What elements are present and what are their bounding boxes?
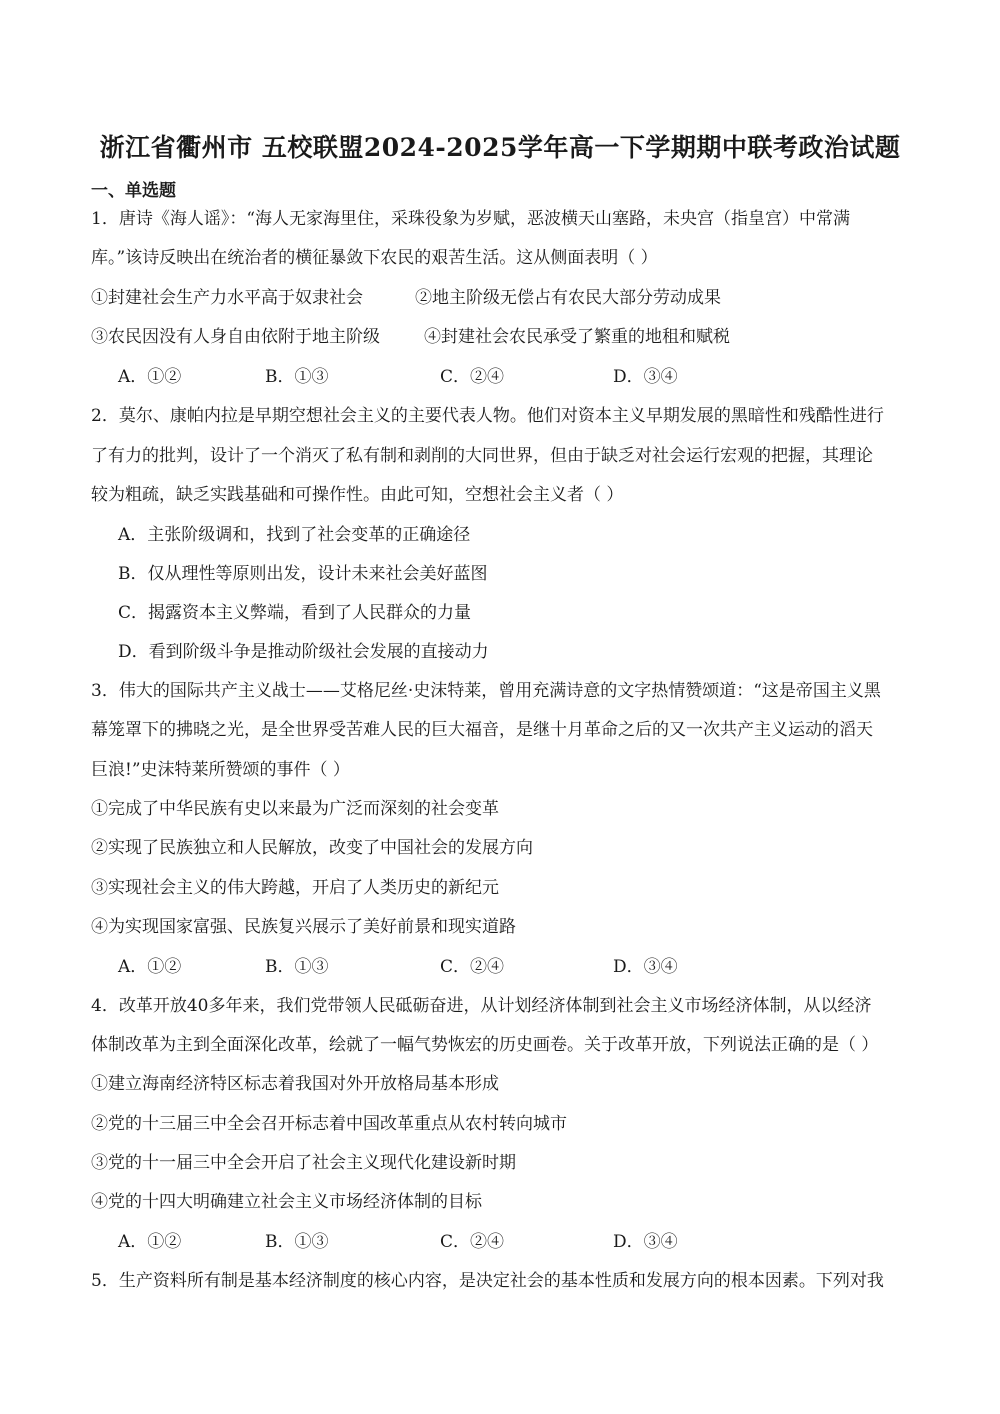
q4-option-b[interactable]: B．①③ — [265, 1232, 329, 1252]
q1-statement-3: ③农民因没有人身自由依附于地主阶级 — [91, 327, 380, 347]
q3-statement-3: ③实现社会主义的伟大跨越，开启了人类历史的新纪元 — [91, 878, 499, 898]
q4-option-c[interactable]: C．②④ — [440, 1232, 505, 1252]
q3-line-2: 幕笼罩下的拂晓之光，是全世界受苦难人民的巨大福音，是继十月革命之后的又一次共产主义运动的滔天 — [91, 720, 873, 740]
q1-option-b[interactable]: B．①③ — [265, 367, 329, 387]
q2-option-a[interactable]: A．主张阶级调和，找到了社会变革的正确途径 — [118, 525, 471, 545]
q4-line-1: 4．改革开放40多年来，我们党带领人民砥砺奋进，从计划经济体制到社会主义市场经济体制，从以经济 — [91, 996, 872, 1016]
q5-line-1: 5．生产资料所有制是基本经济制度的核心内容，是决定社会的基本性质和发展方向的根本因素。下列对我 — [91, 1271, 884, 1291]
exam-title: 浙江省衢州市 五校联盟2024-2025学年高一下学期期中联考政治试题 — [99, 133, 901, 162]
q3-line-1: 3．伟大的国际共产主义战士——艾格尼丝·史沫特莱，曾用充满诗意的文字热情赞颂道：“这是帝国主义黑 — [91, 681, 881, 701]
q3-option-a[interactable]: A．①② — [118, 957, 182, 977]
q2-option-d[interactable]: D．看到阶级斗争是推动阶级社会发展的直接动力 — [118, 642, 489, 662]
q4-statement-1: ①建立海南经济特区标志着我国对外开放格局基本形成 — [91, 1074, 499, 1094]
q1-line-1: 1．唐诗《海人谣》：“海人无家海里住，采珠役象为岁赋，恶波横天山塞路，未央宫（指皇宫）中常满 — [91, 209, 851, 229]
q3-line-3: 巨浪!”史沫特莱所赞颂的事件（ ） — [91, 760, 350, 780]
q4-option-d[interactable]: D．③④ — [613, 1232, 678, 1252]
q2-option-b[interactable]: B．仅从理性等原则出发，设计未来社会美好蓝图 — [118, 564, 488, 584]
q3-statement-2: ②实现了民族独立和人民解放，改变了中国社会的发展方向 — [91, 838, 533, 858]
q2-line-1: 2．莫尔、康帕内拉是早期空想社会主义的主要代表人物。他们对资本主义早期发展的黑暗性和残酷性进行 — [91, 406, 884, 426]
q1-statement-4: ④封建社会农民承受了繁重的地租和赋税 — [424, 327, 730, 347]
q1-option-a[interactable]: A．①② — [118, 367, 182, 387]
q3-statement-1: ①完成了中华民族有史以来最为广泛而深刻的社会变革 — [91, 799, 499, 819]
q3-option-b[interactable]: B．①③ — [265, 957, 329, 977]
q4-statement-4: ④党的十四大明确建立社会主义市场经济体制的目标 — [91, 1192, 482, 1212]
q1-statement-2: ②地主阶级无偿占有农民大部分劳动成果 — [415, 288, 721, 308]
q4-line-2: 体制改革为主到全面深化改革，绘就了一幅气势恢宏的历史画卷。关于改革开放，下列说法正确的是（ ） — [91, 1035, 879, 1055]
q3-option-d[interactable]: D．③④ — [613, 957, 678, 977]
q3-statement-4: ④为实现国家富强、民族复兴展示了美好前景和现实道路 — [91, 917, 516, 937]
q4-statement-3: ③党的十一届三中全会开启了社会主义现代化建设新时期 — [91, 1153, 516, 1173]
q2-option-c[interactable]: C．揭露资本主义弊端，看到了人民群众的力量 — [118, 603, 472, 623]
section-heading: 一、单选题 — [91, 181, 176, 201]
q3-option-c[interactable]: C．②④ — [440, 957, 505, 977]
q4-statement-2: ②党的十三届三中全会召开标志着中国改革重点从农村转向城市 — [91, 1114, 567, 1134]
q2-line-2: 了有力的批判，设计了一个消灭了私有制和剥削的大同世界，但由于缺乏对社会运行宏观的把握，其理论 — [91, 446, 873, 466]
q1-line-2: 库。”该诗反映出在统治者的横征暴敛下农民的艰苦生活。这从侧面表明（ ） — [91, 248, 658, 268]
q1-option-d[interactable]: D．③④ — [613, 367, 678, 387]
q2-line-3: 较为粗疏，缺乏实践基础和可操作性。由此可知，空想社会主义者（ ） — [91, 485, 624, 505]
q4-option-a[interactable]: A．①② — [118, 1232, 182, 1252]
q1-statement-1: ①封建社会生产力水平高于奴隶社会 — [91, 288, 363, 308]
q1-option-c[interactable]: C．②④ — [440, 367, 505, 387]
